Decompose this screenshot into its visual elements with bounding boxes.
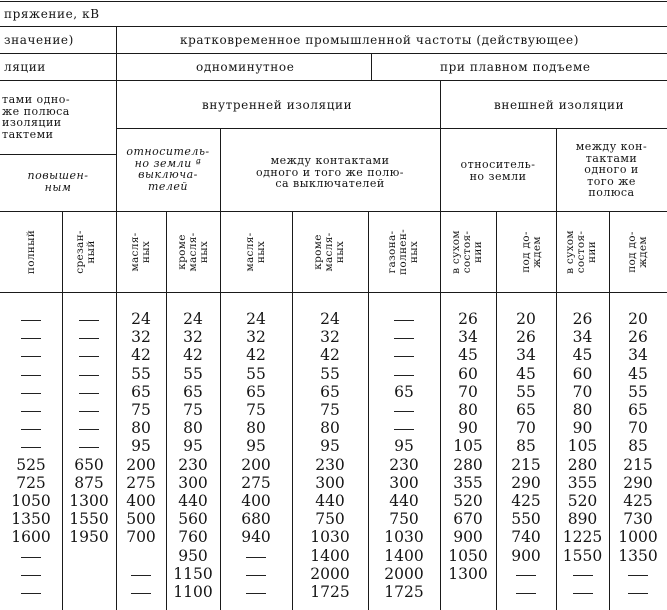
rule <box>62 211 63 610</box>
table-cell: 1225 <box>562 528 603 547</box>
empty-cell-dash <box>79 356 99 357</box>
table-cell: 90 <box>458 419 478 438</box>
table-cell: 1100 <box>173 583 213 601</box>
empty-cell-dash <box>21 356 41 357</box>
empty-cell-dash <box>21 447 41 448</box>
table-cell: 70 <box>458 382 478 401</box>
table-cell: 65 <box>516 401 536 419</box>
table-cell: 2000 <box>310 564 350 583</box>
table-cell: 750 <box>389 510 419 529</box>
table-cell: 275 <box>241 473 271 492</box>
empty-cell-dash <box>21 338 41 339</box>
table-cell: 90 <box>572 419 593 438</box>
empty-cell-dash <box>79 429 99 430</box>
empty-cell-dash <box>21 411 41 412</box>
table-cell: 750 <box>315 510 345 529</box>
table-cell: 32 <box>131 328 151 347</box>
table-cell: 440 <box>178 492 208 510</box>
empty-cell-dash <box>394 338 414 339</box>
empty-cell-dash <box>394 429 414 430</box>
table-cell: 940 <box>241 528 271 547</box>
left-sub-header: повышен- ным <box>27 169 89 194</box>
col-label: в сухом состоя- нии <box>564 230 598 274</box>
power-frequency-header: кратковременное промышленной частоты (действующее) <box>180 33 580 47</box>
table-cell: 725 <box>16 473 46 492</box>
table-cell: 890 <box>567 510 598 529</box>
table-cell: 290 <box>623 473 653 492</box>
table-cell: 230 <box>389 455 419 474</box>
table-cell: 105 <box>453 437 483 456</box>
empty-cell-dash <box>573 575 593 576</box>
table-cell: 280 <box>453 455 483 474</box>
table-cell: 290 <box>511 473 541 492</box>
table-cell: 55 <box>516 382 536 401</box>
table-cell: 45 <box>572 346 593 365</box>
table-cell: 20 <box>628 310 648 328</box>
rule <box>0 292 667 293</box>
table-cell: 70 <box>628 419 648 438</box>
empty-cell-dash <box>573 593 593 594</box>
table-cell: 950 <box>178 546 208 565</box>
table-cell: 730 <box>623 510 653 529</box>
table-cell: 32 <box>320 328 340 347</box>
value-header: значение) <box>4 33 74 47</box>
table-cell: 1030 <box>384 528 424 547</box>
table-cell: 45 <box>458 346 478 365</box>
relative-ground-header: относитель- но земли <box>460 158 536 183</box>
table-cell: 900 <box>453 528 483 547</box>
table-cell: 300 <box>178 473 208 492</box>
empty-cell-dash <box>79 411 99 412</box>
table-cell: 75 <box>131 401 151 419</box>
table-cell: 300 <box>315 473 345 492</box>
empty-cell-dash <box>516 575 536 576</box>
table-cell: 215 <box>511 455 541 474</box>
table-cell: 875 <box>74 473 104 492</box>
table-cell: 440 <box>389 492 419 510</box>
table-cell: 1300 <box>448 564 488 583</box>
table-cell: 215 <box>623 455 653 474</box>
empty-cell-dash <box>79 447 99 448</box>
table-cell: 740 <box>511 528 541 547</box>
col-label: полный <box>25 229 37 275</box>
table-cell: 520 <box>567 492 598 510</box>
empty-cell-dash <box>628 593 648 594</box>
table-cell: 65 <box>628 401 648 419</box>
table-cell: 95 <box>131 437 151 456</box>
table-cell: 65 <box>320 382 340 401</box>
empty-cell-dash <box>79 320 99 321</box>
table-cell: 760 <box>178 528 208 547</box>
table-cell: 1550 <box>562 546 603 565</box>
col-label: масля- ных <box>129 232 152 272</box>
table-cell: 1725 <box>384 583 424 601</box>
table-cell: 26 <box>458 310 478 328</box>
table-cell: 1950 <box>69 528 109 547</box>
table-cell: 80 <box>458 401 478 419</box>
table-cell: 34 <box>628 346 648 365</box>
between-contacts-pole-header: между кон- тактами одного и того же полюса <box>575 140 648 199</box>
table-cell: 500 <box>126 510 156 529</box>
empty-cell-dash <box>131 575 151 576</box>
table-cell: 42 <box>246 346 266 365</box>
table-cell: 525 <box>16 455 46 474</box>
table-cell: 34 <box>458 328 478 347</box>
col-label: под до- ждем <box>520 231 543 273</box>
empty-cell-dash <box>394 356 414 357</box>
empty-cell-dash <box>516 593 536 594</box>
table-cell: 1725 <box>310 583 350 601</box>
table-cell: 20 <box>516 310 536 328</box>
empty-cell-dash <box>21 557 41 558</box>
table-cell: 1400 <box>310 546 350 565</box>
table-cell: 275 <box>126 473 156 492</box>
table-cell: 900 <box>511 546 541 565</box>
empty-cell-dash <box>21 593 41 594</box>
table-cell: 1350 <box>618 546 658 565</box>
table-cell: 65 <box>131 382 151 401</box>
table-cell: 55 <box>183 364 203 383</box>
table-cell: 440 <box>315 492 345 510</box>
table-cell: 520 <box>453 492 483 510</box>
empty-cell-dash <box>131 593 151 594</box>
table-cell: 1030 <box>310 528 350 547</box>
table-cell: 280 <box>567 455 598 474</box>
rule <box>0 53 667 54</box>
table-cell: 230 <box>178 455 208 474</box>
empty-cell-dash <box>79 375 99 376</box>
table-cell: 85 <box>516 437 536 456</box>
empty-cell-dash <box>21 375 41 376</box>
table-cell: 45 <box>516 364 536 383</box>
rule <box>0 80 667 81</box>
table-cell: 1000 <box>618 528 658 547</box>
voltage-header: пряжение, кВ <box>4 7 100 21</box>
table-cell: 560 <box>178 510 208 529</box>
table-cell: 400 <box>241 492 271 510</box>
table-cell: 26 <box>628 328 648 347</box>
table-cell: 230 <box>315 455 345 474</box>
left-group-header: тами одно- же полюса изоляции тактеми <box>2 93 71 141</box>
empty-cell-dash <box>394 320 414 321</box>
empty-cell-dash <box>21 429 41 430</box>
table-cell: 1400 <box>384 546 424 565</box>
table-cell: 55 <box>246 364 266 383</box>
table-cell: 42 <box>320 346 340 365</box>
col-label: масля- ных <box>244 232 267 272</box>
table-cell: 300 <box>389 473 419 492</box>
table-cell: 425 <box>511 492 541 510</box>
empty-cell-dash <box>246 557 266 558</box>
table-cell: 75 <box>246 401 266 419</box>
table-cell: 42 <box>131 346 151 365</box>
table-cell: 95 <box>394 437 414 456</box>
rule <box>0 26 667 27</box>
table-cell: 95 <box>320 437 340 456</box>
table-cell: 355 <box>567 473 598 492</box>
col-label: кроме масля- ных <box>312 232 346 272</box>
col-label: в сухом состоя- нии <box>450 230 484 274</box>
table-cell: 105 <box>567 437 598 456</box>
table-cell: 75 <box>320 401 340 419</box>
rule <box>371 53 372 80</box>
empty-cell-dash <box>79 393 99 394</box>
table-cell: 70 <box>516 419 536 438</box>
table-cell: 26 <box>572 310 593 328</box>
table-cell: 24 <box>320 310 340 328</box>
table-cell: 42 <box>183 346 203 365</box>
empty-cell-dash <box>246 593 266 594</box>
table-cell: 80 <box>131 419 151 438</box>
table-cell: 45 <box>628 364 648 383</box>
table-cell: 95 <box>246 437 266 456</box>
table-cell: 670 <box>453 510 483 529</box>
table-cell: 80 <box>246 419 266 438</box>
table-cell: 24 <box>183 310 203 328</box>
isolation-header: ляции <box>4 60 46 74</box>
table-cell: 425 <box>623 492 653 510</box>
empty-cell-dash <box>21 575 41 576</box>
table-cell: 26 <box>516 328 536 347</box>
table-cell: 55 <box>628 382 648 401</box>
table-cell: 70 <box>572 382 593 401</box>
table-cell: 75 <box>183 401 203 419</box>
table-cell: 34 <box>516 346 536 365</box>
table-cell: 55 <box>320 364 340 383</box>
empty-cell-dash <box>394 375 414 376</box>
table-cell: 60 <box>572 364 593 383</box>
table-cell: 65 <box>394 382 414 401</box>
table-cell: 80 <box>183 419 203 438</box>
internal-isolation-header: внутренней изоляции <box>202 98 353 112</box>
empty-cell-dash <box>79 338 99 339</box>
smooth-rise-header: при плавном подъеме <box>440 60 591 74</box>
table-cell: 65 <box>183 382 203 401</box>
table-cell: 32 <box>246 328 266 347</box>
table-cell: 80 <box>572 401 593 419</box>
table-cell: 2000 <box>384 564 424 583</box>
table-cell: 355 <box>453 473 483 492</box>
relative-ground-breakers-header: относитель- но земли ª выключа- телей <box>126 145 210 193</box>
table-cell: 60 <box>458 364 478 383</box>
table-cell: 550 <box>511 510 541 529</box>
table-cell: 65 <box>246 382 266 401</box>
table-cell: 1350 <box>11 510 51 529</box>
empty-cell-dash <box>21 320 41 321</box>
table-cell: 95 <box>183 437 203 456</box>
table-cell: 1600 <box>11 528 51 547</box>
col-label: под до- ждем <box>626 231 649 273</box>
empty-cell-dash <box>394 411 414 412</box>
rule <box>116 128 667 129</box>
table-cell: 32 <box>183 328 203 347</box>
external-isolation-header: внешней изоляции <box>494 98 625 112</box>
empty-cell-dash <box>246 575 266 576</box>
table-cell: 700 <box>126 528 156 547</box>
table-cell: 80 <box>320 419 340 438</box>
table-cell: 680 <box>241 510 271 529</box>
table-cell: 1050 <box>448 546 488 565</box>
table-cell: 400 <box>126 492 156 510</box>
empty-cell-dash <box>628 575 648 576</box>
table-cell: 85 <box>628 437 648 456</box>
table-cell: 200 <box>241 455 271 474</box>
table-cell: 1150 <box>173 564 213 583</box>
empty-cell-dash <box>21 393 41 394</box>
table-cell: 24 <box>131 310 151 328</box>
table-cell: 650 <box>74 455 104 474</box>
table-cell: 1050 <box>11 492 51 510</box>
col-label: газона- полнен- ных <box>386 229 420 275</box>
col-label: срезан- ный <box>74 230 97 274</box>
rule <box>0 154 116 155</box>
col-label: кроме масля- ных <box>176 232 210 272</box>
table-cell: 55 <box>131 364 151 383</box>
table-cell: 34 <box>572 328 593 347</box>
table-cell: 1300 <box>69 492 109 510</box>
one-minute-header: одноминутное <box>196 60 295 74</box>
table-cell: 200 <box>126 455 156 474</box>
table-cell: 1550 <box>69 510 109 529</box>
rule <box>0 1 667 2</box>
table-cell: 24 <box>246 310 266 328</box>
between-contacts-breakers-header: между контактами одного и того же полю- са выключателей <box>255 154 404 190</box>
